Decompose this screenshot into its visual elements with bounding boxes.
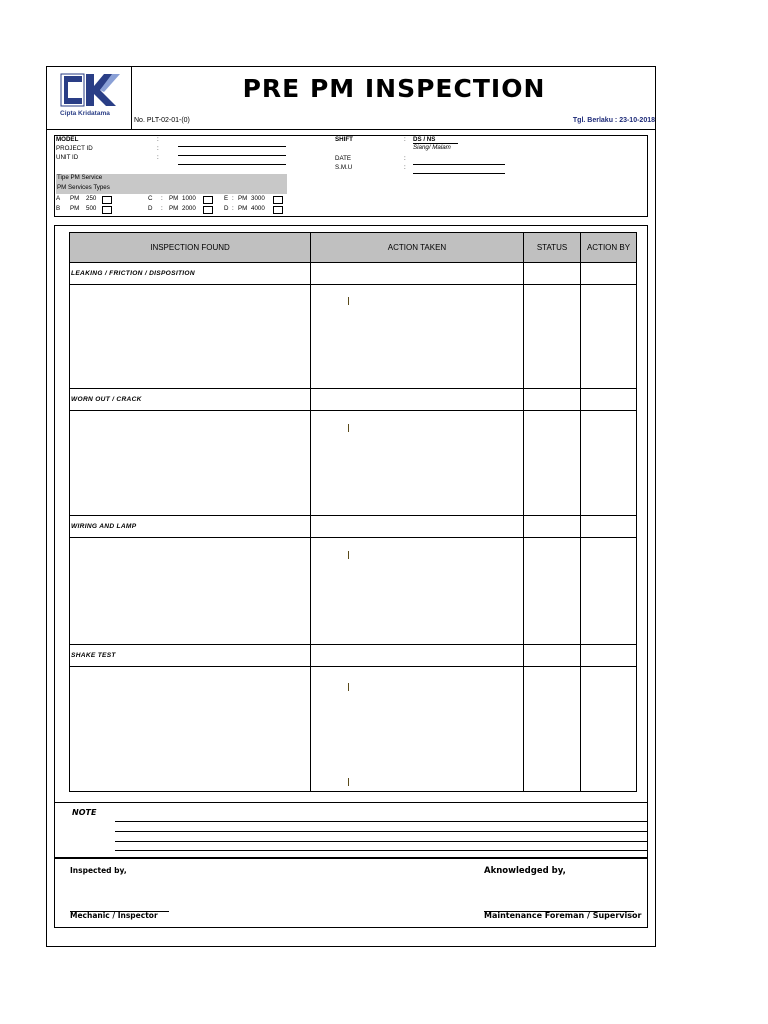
section-row-worn [70,389,637,411]
table-cell[interactable] [524,645,581,667]
unit-id-field[interactable] [178,164,286,165]
pm-d-name: PM [169,205,179,212]
pm-a-name: PM [70,195,80,202]
pm-d-code: D [148,205,153,212]
pm-3000-checkbox[interactable] [273,196,283,204]
pm-d-value: 2000 [182,205,196,212]
project-id-field[interactable] [178,155,286,156]
table-cell[interactable] [581,411,637,516]
tick-mark [348,551,349,559]
pm-b-value: 500 [86,205,97,212]
pm-d2-name: PM [238,205,248,212]
unit-colon: : [157,154,159,161]
table-header-row [70,233,637,263]
tick-mark [348,424,349,432]
form-title: PRE PM INSPECTION [242,74,546,103]
pm-d2-value: 4000 [251,205,265,212]
section-label: LEAKING / FRICTION / DISPOSITION [70,263,311,285]
tipe-pm-label: Tipe PM Service [57,174,103,181]
table-cell[interactable] [311,516,524,538]
tick-mark [348,778,349,786]
shift-label: SHIFT [335,136,353,143]
table-cell[interactable] [311,389,524,411]
section-label: WIRING AND LAMP [70,516,311,538]
col-status: STATUS [524,233,581,263]
entry-row-shake [70,667,637,792]
smu-colon: : [404,164,406,171]
shift-value[interactable]: DS / NS [413,136,436,143]
table-cell[interactable] [581,538,637,645]
project-colon: : [157,145,159,152]
pm-c-name: PM [169,195,179,202]
pm-250-checkbox[interactable] [102,196,112,204]
tick-mark [348,683,349,691]
project-id-label: PROJECT ID [56,145,93,152]
entry-row-worn [70,411,637,516]
inspection-table [69,232,637,792]
section-row-wiring [70,516,637,538]
note-line-4[interactable] [115,850,647,851]
tick-mark [348,297,349,305]
date-field[interactable] [413,164,505,165]
pm-e-code: E [224,195,229,202]
acknowledged-by-label: Aknowledged by, [484,866,566,876]
table-cell[interactable] [70,411,311,516]
note-line-1[interactable] [115,821,647,822]
model-label: MODEL [56,136,79,143]
pm-e-value: 3000 [251,195,265,202]
effective-date: Tgl. Berlaku : 23-10-2018 [572,117,655,124]
pm-b-name: PM [70,205,80,212]
pm-b-code: B [56,205,61,212]
note-label: NOTE [72,808,97,817]
company-logo-icon [46,66,132,130]
shift-underline [413,143,458,144]
col-inspection-found: INSPECTION FOUND [70,233,311,263]
unit-id-label: UNIT ID [56,154,79,161]
table-cell[interactable] [524,538,581,645]
pm-a-value: 250 [86,195,97,202]
table-cell[interactable] [70,285,311,389]
table-cell[interactable] [524,516,581,538]
pm-e-name: PM [238,195,248,202]
col-action-by: ACTION BY [581,233,637,263]
note-divider [54,802,648,803]
shift-colon: : [404,136,406,143]
table-cell[interactable] [311,285,524,389]
table-cell[interactable] [311,667,524,792]
col-action-taken: ACTION TAKEN [311,233,524,263]
mechanic-label: Mechanic / Inspector [70,911,158,920]
table-cell[interactable] [311,645,524,667]
section-label: SHAKE TEST [70,645,311,667]
table-cell[interactable] [524,285,581,389]
pm-e-sep: : [232,195,234,202]
pm-d2-code: D [224,205,229,212]
pm-c-sep: : [161,195,163,202]
pm-1000-checkbox[interactable] [203,196,213,204]
pm-a-code: A [56,195,61,202]
pm-types-label: PM Services Types [57,184,110,191]
table-cell[interactable] [581,645,637,667]
logo-area [46,66,132,130]
table-cell[interactable] [70,667,311,792]
pm-c-code: C [148,195,153,202]
shift-sub: Siang/ Malam [413,144,451,151]
table-cell[interactable] [581,389,637,411]
note-line-3[interactable] [115,841,647,842]
pm-4000-checkbox[interactable] [273,206,283,214]
table-cell[interactable] [311,411,524,516]
table-cell[interactable] [524,667,581,792]
section-row-leaking [70,263,637,285]
table-cell[interactable] [581,263,637,285]
table-cell[interactable] [311,538,524,645]
foreman-label: Maintenance Foreman / Supervisor [484,911,642,920]
smu-label: S.M.U [335,164,353,171]
table-cell[interactable] [524,389,581,411]
pm-500-checkbox[interactable] [102,206,112,214]
table-cell[interactable] [581,516,637,538]
model-colon: : [157,136,159,143]
inspected-by-label: Inspected by, [70,866,127,875]
pm-2000-checkbox[interactable] [203,206,213,214]
pm-d2-sep: : [232,205,234,212]
table-cell[interactable] [524,263,581,285]
date-label: DATE [335,155,352,162]
note-line-2[interactable] [115,831,647,832]
entry-row-wiring [70,538,637,645]
pm-c-value: 1000 [182,195,196,202]
section-label: WORN OUT / CRACK [70,389,311,411]
signature-divider [54,857,648,859]
table-cell[interactable] [70,538,311,645]
table-cell[interactable] [581,667,637,792]
pm-d-sep: : [161,205,163,212]
section-row-shake [70,645,637,667]
model-field[interactable] [178,146,286,147]
logo-text: Cipta Kridatama [60,110,110,117]
smu-field[interactable] [413,173,505,174]
table-cell[interactable] [581,285,637,389]
date-colon: : [404,155,406,162]
doc-number: No. PLT-02-01-(0) [134,117,190,124]
table-cell[interactable] [524,411,581,516]
entry-row-leaking [70,285,637,389]
table-cell[interactable] [311,263,524,285]
header-divider [46,129,656,130]
